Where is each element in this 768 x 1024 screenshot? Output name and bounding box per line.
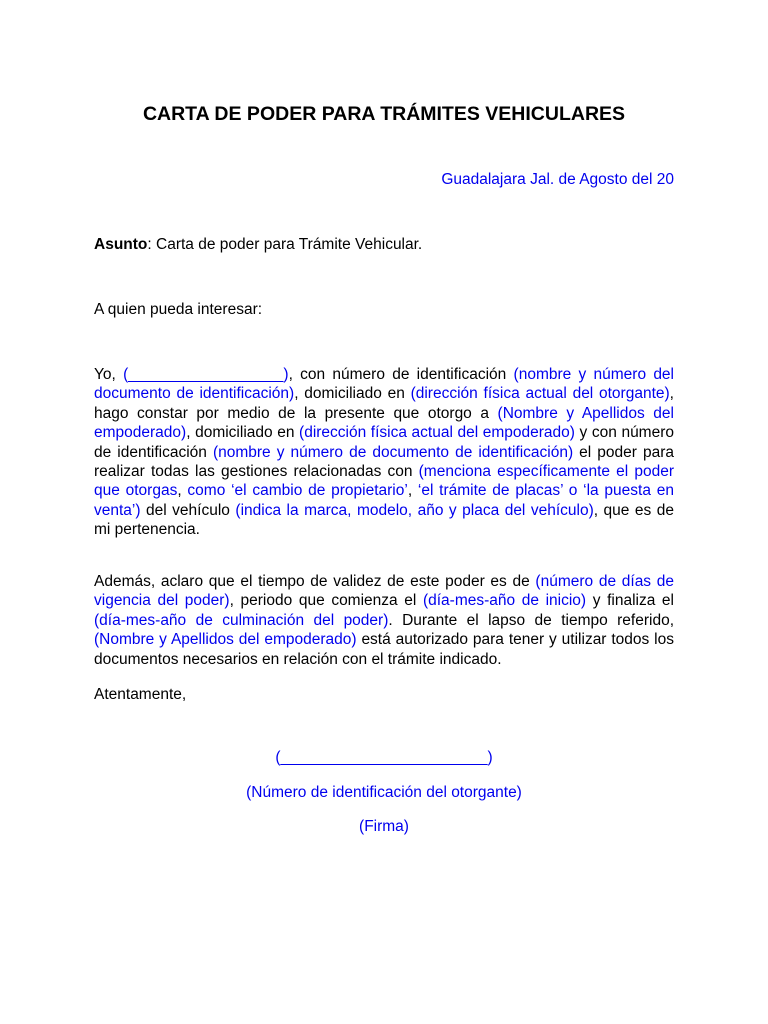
body-text: y finaliza el [586,592,675,610]
placeholder-text: (nombre y número del documento de identificación) [94,366,674,403]
body-text: , [407,482,418,500]
placeholder-text: (número de días de vigencia del poder) [94,573,674,610]
closing: Atentamente, [94,686,187,703]
placeholder-text: ‘el trámite de placas’ o ‘la puesta en venta’) [94,482,674,519]
placeholder-text: (nombre y número de documento de identificación) [212,443,574,461]
body-text: Yo, [94,366,124,383]
signature-name-line: (________________________) [275,749,493,766]
placeholder-text: (dirección física actual del empoderado) [299,424,575,442]
placeholder-text: (día-mes-año de inicio) [422,592,587,610]
body-text: , domiciliado en [294,385,411,403]
body-text: el poder para realizar todas las gestiones relacionadas con [94,443,674,481]
subject-text: : Carta de poder para Trámite Vehicular. [147,236,423,253]
placeholder-text: (Nombre y Apellidos del empoderado) [94,404,674,442]
placeholder-text: (menciona específicamente el poder que otorgas [94,463,674,500]
body-text: , periodo que comienza el [229,592,423,610]
subject-line [94,235,422,255]
placeholder-text: como ‘el cambio de propietario’ [187,482,408,500]
body-text: Además, aclaro que el tiempo de validez de este poder es de [94,573,536,590]
body-text: , que es de mi pertenencia. [94,501,674,539]
date-line: Guadalajara Jal. de Agosto del 20 [441,171,674,188]
body-text: y con número de identificación [94,424,674,461]
placeholder-text: (día-mes-año de culminación del poder) [94,611,389,629]
body-text: . Durante el lapso de tiempo referido, [388,611,674,629]
placeholder-text: (dirección física actual del otorgante) [410,385,670,403]
signature-firma: (Firma) [359,818,409,835]
placeholder-text: (indica la marca, modelo, año y placa del vehículo) [235,501,594,519]
body-paragraph-1 [94,365,674,540]
greeting: A quien pueda interesar: [94,301,263,318]
subject-label: Asunto [94,236,148,253]
body-text: , hago constar por medio de la presente que otorgo a [94,385,674,422]
body-text: , domiciliado en [186,424,300,442]
body-text: , con número de identificación [288,366,514,383]
signature-id-line: (Número de identificación del otorgante) [246,784,522,801]
body-text: está autorizado para tener y utilizar todos los documentos necesarios en relación con el trámite indicado. [94,631,674,668]
placeholder-text: (Nombre y Apellidos del empoderado) [94,631,357,649]
placeholder-text: (__________________) [123,366,289,383]
body-text: del vehículo [140,501,236,519]
body-paragraph-2 [94,572,674,669]
document-title: CARTA DE PODER PARA TRÁMITES VEHICULARES [142,103,626,125]
body-text: , [177,482,188,500]
